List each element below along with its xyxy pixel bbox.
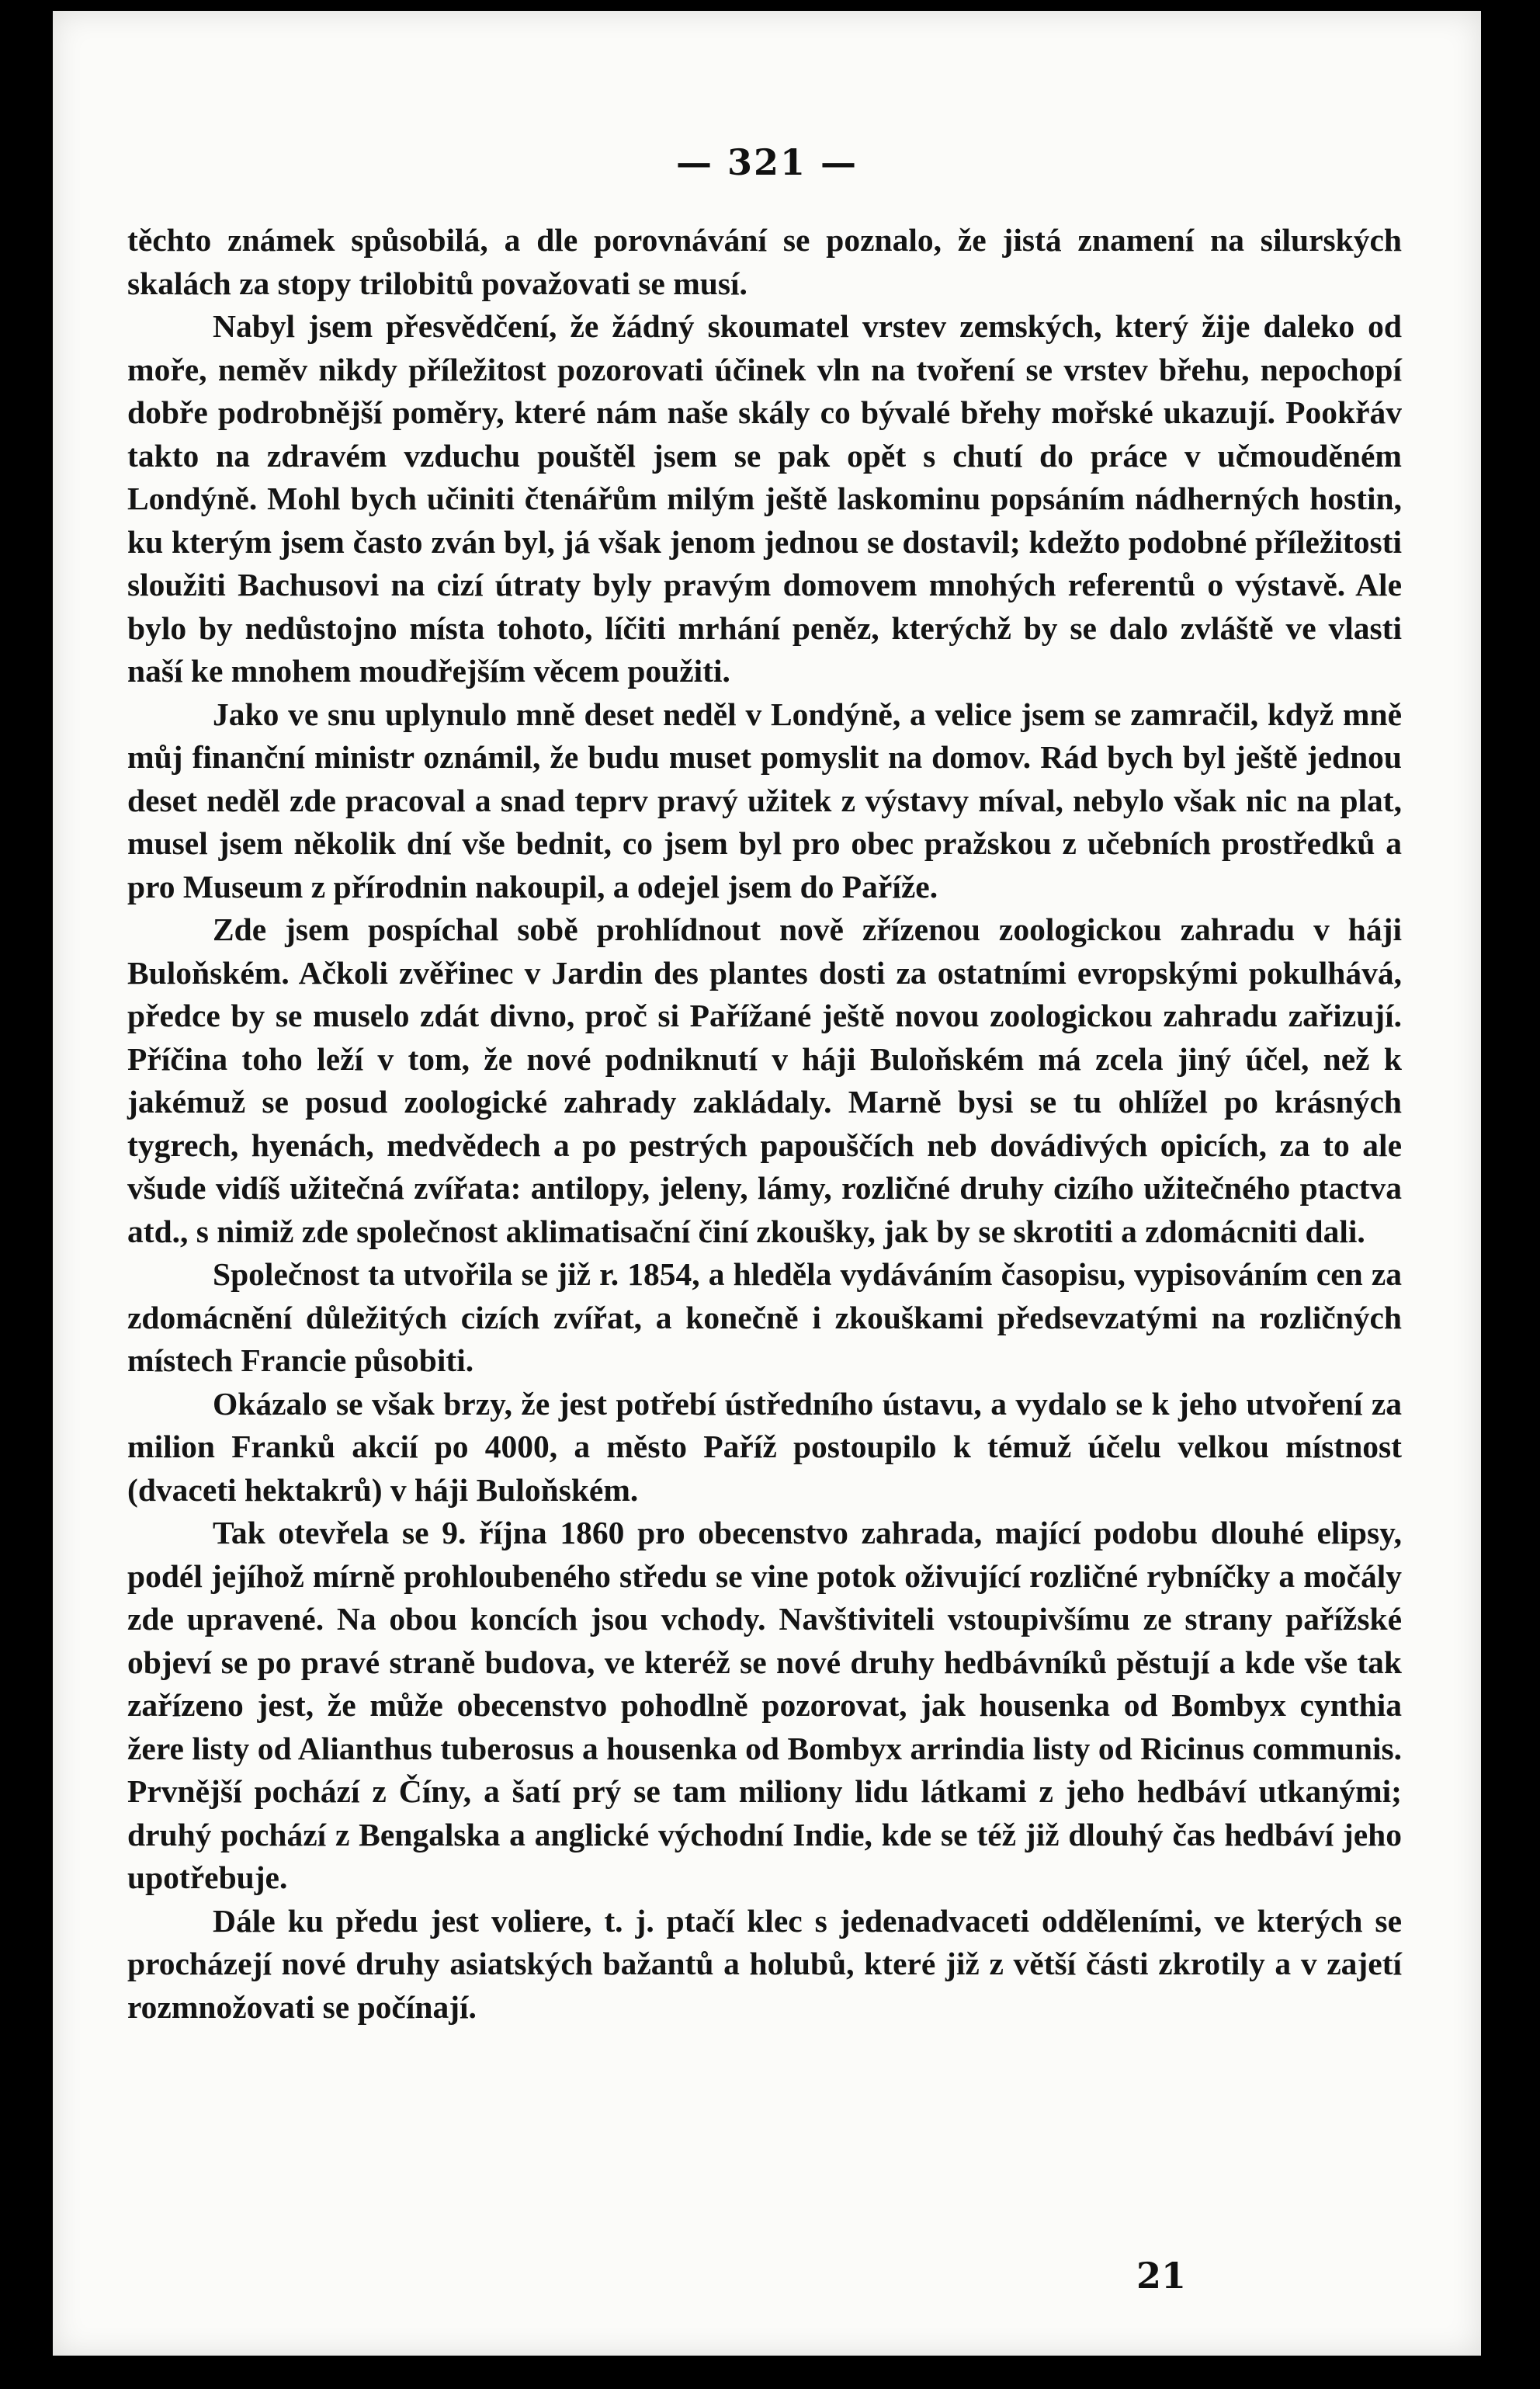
- book-page: [53, 11, 1481, 2356]
- paragraph-5: Společnost ta utvořila se již r. 1854, a hleděla vydáváním časopisu, vypisováním cen za zdomácnění důležitých cizích zvířat, a konečně i zkouškami předsevzatými na rozličných místech Francie působiti.: [127, 1256, 1402, 1378]
- signature-mark: 21: [1136, 2255, 1186, 2297]
- paragraph-1: těchto známek spůsobilá, a dle porovnávání se poznalo, že jistá znamení na silurských skalách za stopy trilobitů považovati se musí.: [127, 222, 1402, 301]
- paragraph-6: Okázalo se však brzy, že jest potřebí ústředního ústavu, a vydalo se k jeho utvoření za milion Franků akcií po 4000, a město Paříž postoupilo k témuž účelu velkou místnost (dvaceti hektakrů) v háji Buloňském.: [127, 1385, 1402, 1508]
- paragraph-2: Nabyl jsem přesvědčení, že žádný skoumatel vrstev zemských, který žije daleko od moře, neměv nikdy příležitost pozorovati účinek vln na tvoření se vrstev břehu, nepochopí dobře podrobnější poměry, které nám naše skály co bývalé břehy mořské ukazují. Pookřáv takto na zdravém vzduchu pouštěl jsem se pak opět s chutí do práce v učmouděném Londýně. Mohl bych učiniti čtenářům milým ještě laskominu popsáním nádherných hostin, ku kterým jsem často zván byl, já však jenom jednou se dostavil; kdežto podobné příležitosti sloužiti Bachusovi na cizí útraty byly pravým domovem mnohých referentů o výstavě. Ale bylo by nedůstojno místa tohoto, líčiti mrhání peněz, kterýchž by se dalo zvláště ve vlasti naší ke mnohem moudřejším věcem použiti.: [127, 308, 1402, 689]
- paragraph-3: Jako ve snu uplynulo mně deset neděl v Londýně, a velice jsem se zamračil, když mně můj finanční ministr oznámil, že budu muset pomyslit na domov. Rád bych byl ještě jednou deset neděl zde pracoval a snad teprv pravý užitek z výstavy míval, nebylo však nic na plat, musel jsem několik dní vše bednit, co jsem byl pro obec pražskou z učebních prostředků a pro Museum z přírodnin nakoupil, a odejel jsem do Paříže.: [127, 696, 1402, 905]
- page-number: — 321 —: [675, 141, 858, 183]
- paragraph-7: Tak otevřela se 9. října 1860 pro obecenstvo zahrada, mající podobu dlouhé elipsy, podél jejíhož mírně prohloubeného středu se vine potok oživující rozličné rybníčky a močály zde upravené. Na obou koncích jsou vchody. Navštiviteli vstoupivšímu ze strany pařížské objeví se po pravé straně budova, ve kteréž se nové druhy hedbávníků pěstují a kde vše tak zařízeno jest, že může obecenstvo pohodlně pozorovat, jak housenka od Bombyx cynthia žere listy od Alianthus tuberosus a housenka od Bombyx arrindia listy od Ricinus communis. Prvnější pochází z Číny, a šatí prý se tam miliony lidu látkami z jeho hedbáví utkanými; druhý pochází z Bengalska a anglické východní Indie, kde se též již dlouhý čas hedbáví jeho upotřebuje.: [127, 1515, 1402, 1895]
- paragraph-4: Zde jsem pospíchal sobě prohlídnout nově zřízenou zoologickou zahradu v háji Buloňském. Ačkoli zvěřinec v Jardin des plantes dosti za ostatními evropskými pokulhává, předce by se muselo zdát divno, proč si Pařížané ještě novou zoologickou zahradu zařizují. Příčina toho leží v tom, že nové podniknutí v háji Buloňském má zcela jiný účel, než k jakémuž se posud zoologické zahrady zakládaly. Marně bysi se tu ohlížel po krásných tygrech, hyenách, medvědech a po pestrých papouščích neb dovádivých opicích, za to ale všude vidíš užitečná zvířata: antilopy, jeleny, lámy, rozličné druhy cizího užitečného ptactva atd., s nimiž zde společnost aklimatisační činí zkoušky, jak by se skrotiti a zdomácniti dali.: [127, 912, 1402, 1249]
- body-text: [127, 219, 1402, 2029]
- paragraph-8: Dále ku předu jest voliere, t. j. ptačí klec s jedenadvaceti odděleními, ve kterých se procházejí nové druhy asiatských bažantů a holubů, které již z větší části zkrotily a v zajetí rozmnožovati se počínají.: [127, 1902, 1402, 2025]
